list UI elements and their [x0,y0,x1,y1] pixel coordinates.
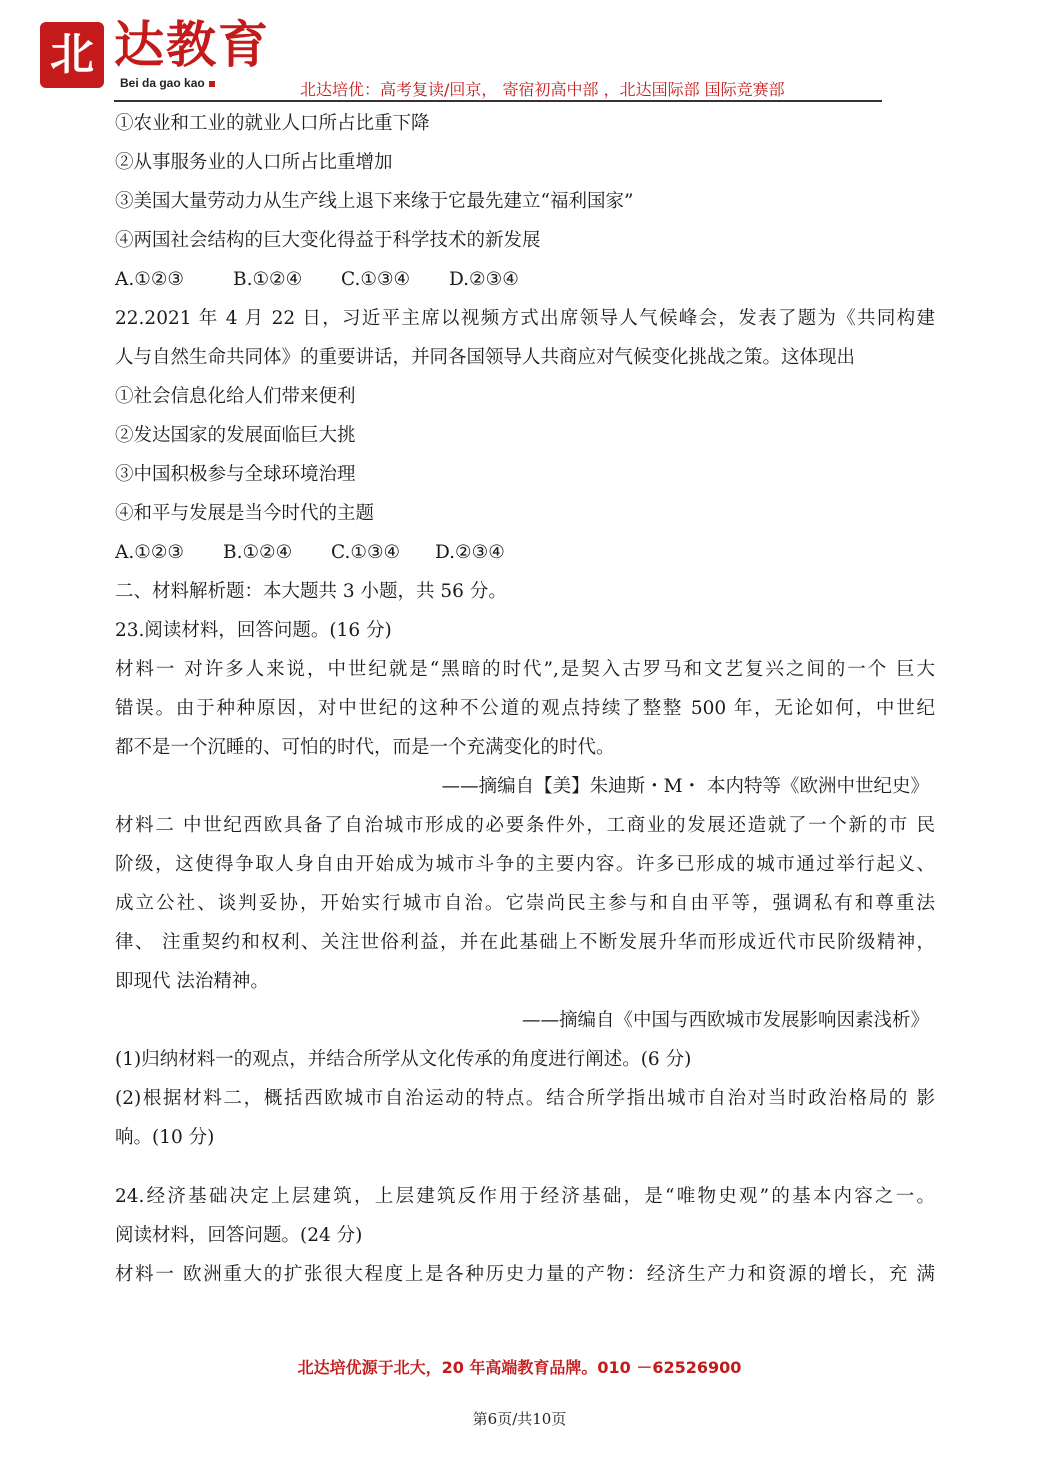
section-2-title: 二、材料解析题：本大题共 3 小题，共 56 分。 [115,581,507,602]
q21-option-b: B.①②④ [233,269,303,290]
q22-option-a: A.①②③ [115,542,184,563]
q21-option-a: A.①②③ [115,269,184,290]
q23-material-2-line-5: 即现代 法治精神。 [115,971,269,992]
page-number: 第6页/共10页 [472,1410,567,1428]
q22-item-2: ②发达国家的发展面临巨大挑 [115,425,356,446]
brand-pinyin [120,76,215,90]
q23-material-2-line-1: 材料二 中世纪西欧具备了自治城市形成的必要条件外，工商业的发展还造就了一个新的市 民 [115,815,935,836]
q21-options [115,260,935,299]
q24-line-3: 材料一 欧洲重大的扩张很大程度上是各种历史力量的产物：经济生产力和资源的增长，充 满 [115,1264,935,1285]
q23-sub-question-2-line-2: 响。(10 分) [115,1127,215,1148]
footer-slogan: 北达培优源于北大，20 年高端教育品牌。010 －62526900 [297,1358,742,1377]
q23-material-2-line-2: 阶级，这使得争取人身自由开始成为城市斗争的主要内容。许多已形成的城市通过举行起义、 [115,854,935,875]
q22-option-d: D.②③④ [435,542,505,563]
q22-item-3: ③中国积极参与全球环境治理 [115,464,356,485]
q21-item-1: ①农业和工业的就业人口所占比重下降 [115,113,430,134]
brand-pinyin-text: Bei da gao kao [120,76,205,90]
q24-line-1: 24.经济基础决定上层建筑，上层建筑反作用于经济基础，是“唯物史观”的基本内容之一。 [115,1186,935,1207]
q21-option-c: C.①③④ [341,269,411,290]
q22-item-1: ①社会信息化给人们带来便利 [115,386,356,407]
q22-option-c: C.①③④ [331,542,401,563]
q23-sub-question-2-line-1: (2)根据材料二，概括西欧城市自治运动的特点。结合所学指出城市自治对当时政治格局的 影 [115,1088,935,1109]
red-square-icon [209,81,215,87]
q22-options [115,533,935,572]
q24-line-2: 阅读材料，回答问题。(24 分) [115,1225,363,1246]
q23-material-2-line-3: 成立公社、谈判妥协，开始实行城市自治。它崇尚民主参与和自由平等，强调私有和尊重法 [115,893,935,914]
q22-option-b: B.①②④ [223,542,293,563]
q23-material-1-line-1: 材料一 对许多人来说，中世纪就是“黑暗的时代”,是契入古罗马和文艺复兴之间的一个 巨大 [115,659,935,680]
header-divider [114,100,882,102]
q21-option-d: D.②③④ [449,269,519,290]
q22-stem-line-2: 人与自然生命共同体》的重要讲话，并同各国领导人共商应对气候变化挑战之策。这体现出 [115,347,856,368]
q23-material-1-line-3: 都不是一个沉睡的、可怕的时代，而是一个充满变化的时代。 [115,737,615,758]
q23-material-2-source: ——摘编自《中国与西欧城市发展影响因素浅析》 [521,1010,929,1031]
q23-material-1-line-2: 错误。由于种种原因，对中世纪的这种不公道的观点持续了整整 500 年，无论如何，中世纪 [115,698,935,719]
q23-material-2-line-4: 律、 注重契约和权利、关注世俗利益，并在此基础上不断发展升华而形成近代市民阶级精神， [115,932,935,953]
q22-item-4: ④和平与发展是当今时代的主题 [115,503,375,524]
q23-material-1-source: ——摘编自【美】朱迪斯・M・ 本内特等《欧洲中世纪史》 [441,776,929,797]
q21-item-2: ②从事服务业的人口所占比重增加 [115,152,393,173]
page-content [115,104,935,1294]
q21-item-3: ③美国大量劳动力从生产线上退下来缘于它最先建立“福利国家” [115,191,634,212]
brand-name: 达教育 [114,16,270,74]
q23-sub-question-1: (1)归纳材料一的观点，并结合所学从文化传承的角度进行阐述。(6 分) [115,1049,692,1070]
q22-stem-line-1: 22.2021 年 4 月 22 日，习近平主席以视频方式出席领导人气候峰会，发表了题为《共同构建 [115,308,935,329]
logo-char: 北 [50,29,94,80]
q23-title: 23.阅读材料，回答问题。(16 分) [115,620,392,641]
q21-item-4: ④两国社会结构的巨大变化得益于科学技术的新发展 [115,230,541,251]
logo-mark [40,22,104,88]
header-tagline: 北达培优：高考复读/回京， 寄宿初高中部 ，北达国际部 国际竞赛部 [300,80,785,99]
blank-gap [115,1157,935,1177]
